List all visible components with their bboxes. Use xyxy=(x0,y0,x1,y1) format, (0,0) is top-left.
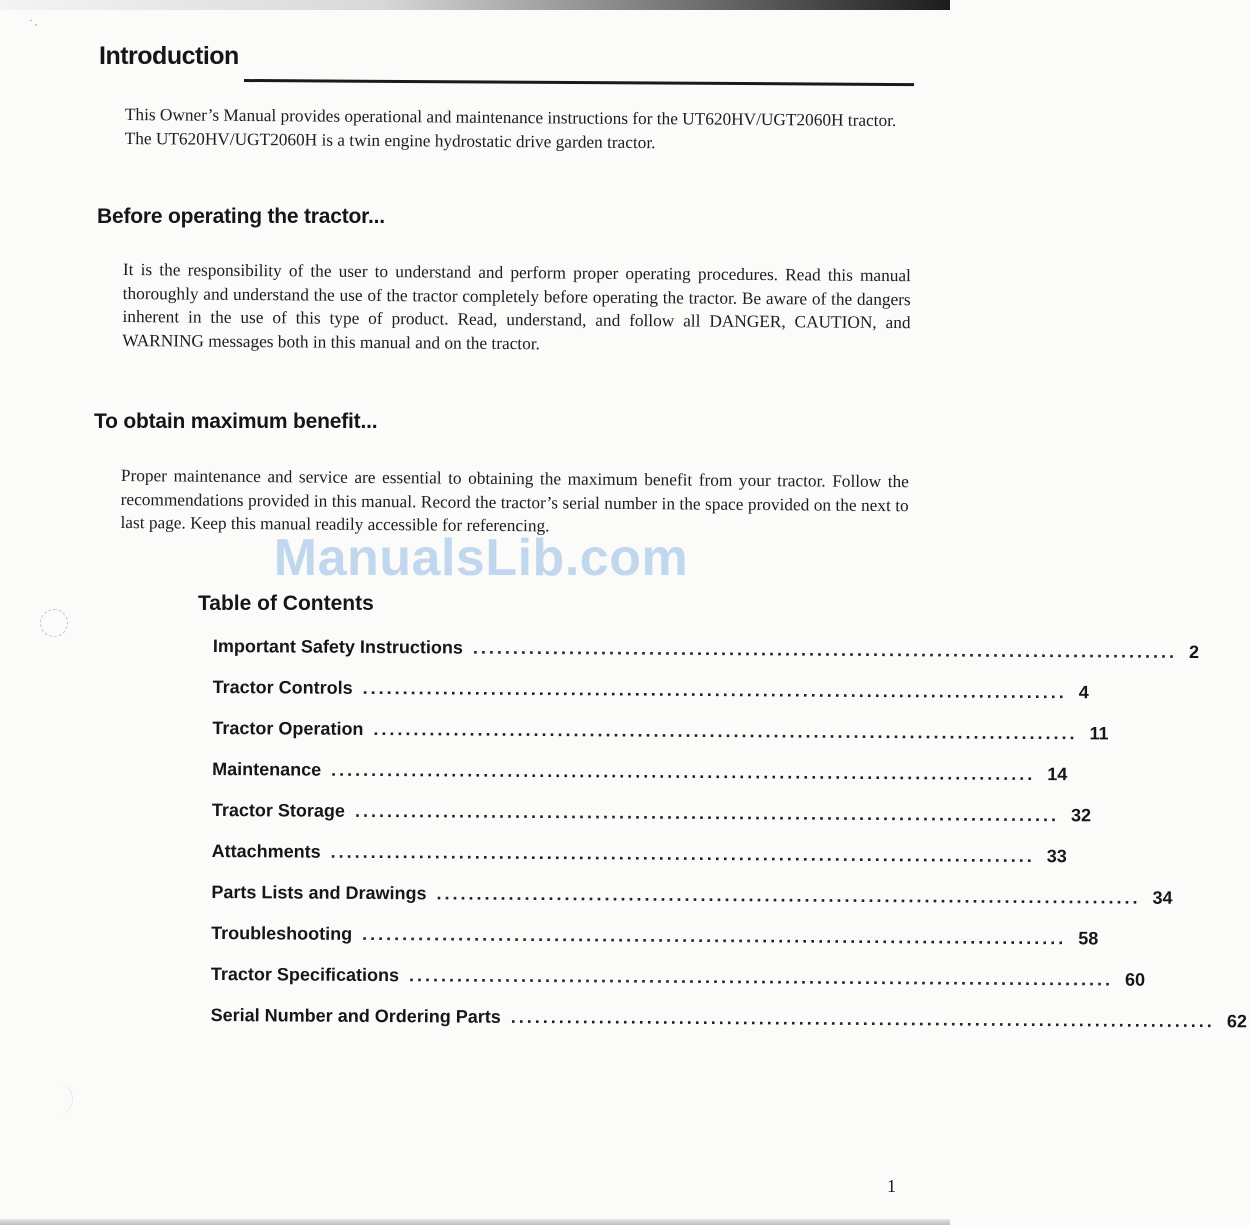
toc-entry xyxy=(212,676,1089,721)
introduction-title: Introduction xyxy=(99,42,239,70)
toc-entry-page: 32 xyxy=(1071,805,1092,826)
scan-top-edge xyxy=(0,0,950,10)
toc-heading: Table of Contents xyxy=(198,592,374,615)
before-operating-paragraph: It is the responsibility of the user to understand and perform proper operating procedures. Read this manual thoroughly and understand the use of the tractor completely before operating the tractor. Be aware of the dangers inherent in the use of this type of product. Read, understand, and follow all DANGER, CAUTION, and WARNING messages both in this manual and on the tractor. xyxy=(122,259,911,353)
toc-entry-page: 33 xyxy=(1046,846,1067,867)
toc-entry xyxy=(211,922,1099,967)
toc-entry xyxy=(212,758,1068,803)
toc-leader-dots: ........................................................................................ xyxy=(330,841,1035,867)
toc-entry-page: 60 xyxy=(1125,969,1146,990)
maximum-benefit-heading: To obtain maximum benefit... xyxy=(94,410,378,433)
toc-entry-title: Attachments xyxy=(211,840,321,862)
toc-entry-title: Serial Number and Ordering Parts xyxy=(210,1004,501,1027)
toc-entry-title: Troubleshooting xyxy=(211,922,353,944)
punch-hole-mark xyxy=(40,609,68,637)
toc-entry-page: 34 xyxy=(1152,887,1173,908)
title-underline xyxy=(244,79,914,86)
toc-leader-dots: ........................................................................................ xyxy=(362,677,1067,703)
toc-leader-dots: ........................................................................................ xyxy=(408,965,1114,990)
introduction-paragraph: This Owner’s Manual provides operational and maintenance instructions for the UT620HV/UGT2060H tractor. The UT620HV/UGT2060H is a twin engine hydrostatic drive garden tractor. xyxy=(124,104,897,152)
toc-entry-title: Tractor Storage xyxy=(211,799,346,821)
toc-leader-dots: ........................................................................................ xyxy=(373,718,1078,744)
toc-entry-title: Important Safety Instructions xyxy=(212,636,464,658)
toc-entry-page: 58 xyxy=(1078,928,1099,949)
toc-entry xyxy=(212,636,1200,680)
page-number: 1 xyxy=(887,1176,896,1196)
toc-entry xyxy=(210,963,1146,1008)
toc-leader-dots: ........................................................................................ xyxy=(354,800,1060,826)
toc-leader-dots: ........................................................................................ xyxy=(436,883,1141,908)
toc-leader-dots: ........................................................................................ xyxy=(331,759,1036,785)
toc-leader-dots: ........................................................................................ xyxy=(510,1006,1215,1032)
before-operating-heading: Before operating the tractor... xyxy=(97,205,385,228)
toc-entry-page: 4 xyxy=(1078,682,1089,703)
toc-entry-title: Parts Lists and Drawings xyxy=(211,881,427,904)
toc-leader-dots: ........................................................................................ xyxy=(362,923,1067,949)
toc-entry-title: Tractor Operation xyxy=(212,717,364,739)
toc-entry xyxy=(211,840,1067,885)
toc-list xyxy=(210,636,1247,1049)
toc-entry-page: 62 xyxy=(1226,1011,1247,1032)
watermark: ManualsLib.com xyxy=(273,529,689,587)
toc-entry-title: Maintenance xyxy=(212,758,322,780)
toc-entry-title: Tractor Specifications xyxy=(210,963,400,986)
toc-entry xyxy=(211,881,1173,926)
toc-entry xyxy=(210,1004,1247,1049)
toc-entry-title: Tractor Controls xyxy=(212,676,353,698)
punch-hole-mark-lower xyxy=(42,1083,73,1115)
toc-entry-page: 14 xyxy=(1047,764,1068,785)
toc-entry-page: 11 xyxy=(1089,723,1109,744)
toc-entry xyxy=(212,717,1109,762)
toc-entry xyxy=(211,799,1092,844)
toc-leader-dots: ........................................................................................ xyxy=(472,637,1178,662)
scan-speck: ˙· xyxy=(28,18,38,32)
toc-entry-page: 2 xyxy=(1188,641,1200,663)
maximum-benefit-paragraph: Proper maintenance and service are essential to obtaining the maximum benefit from your tractor. Follow the recommendations provided in this manual. Record the tractor’s serial number in the space provided on the next to last page. Keep this manual readily accessible for referencing. xyxy=(120,465,909,536)
scan-bottom-edge xyxy=(0,1219,950,1225)
